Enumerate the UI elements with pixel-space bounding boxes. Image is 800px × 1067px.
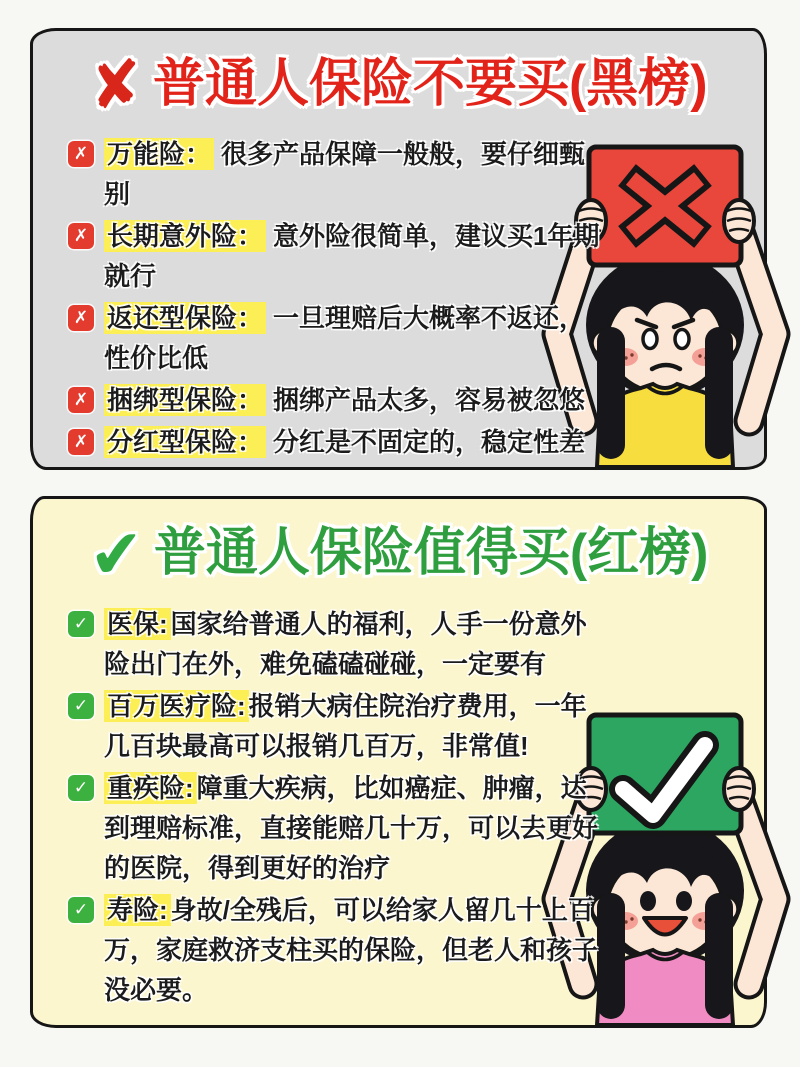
green-check-checkbox-icon: ✓	[68, 693, 94, 719]
item-text	[104, 686, 600, 766]
brush-check-mark-icon: ✔	[86, 515, 147, 593]
red-x-checkbox-icon: ✗	[68, 141, 94, 167]
redlist-item	[68, 890, 764, 1010]
green-check-checkbox-icon: ✓	[68, 611, 94, 637]
redlist-item	[68, 686, 764, 766]
redlist-item	[68, 604, 764, 684]
item-term-highlight: 寿险:	[104, 894, 171, 926]
item-description: 身故/全残后，可以给家人留几十上百万，家庭救济支柱买的保险，但老人和孩子没必要。	[104, 895, 599, 1005]
item-text	[104, 298, 600, 378]
item-description: 捆绑产品太多，容易被忽悠	[273, 385, 586, 415]
item-text	[104, 422, 600, 462]
blacklist-item	[68, 216, 764, 296]
item-text	[104, 134, 600, 214]
redlist-title-row	[33, 515, 764, 593]
blacklist-item	[68, 134, 764, 214]
item-description: 分红是不固定的，稳定性差	[273, 427, 586, 457]
redlist-panel	[30, 496, 767, 1028]
redlist-item	[68, 768, 764, 888]
blacklist-item	[68, 422, 764, 462]
blacklist-item	[68, 380, 764, 420]
item-description: 障重大疾病，比如癌症、肿瘤，达到理赔标准，直接能赔几十万，可以去更好的医院，得到更好的治疗	[104, 773, 599, 883]
blacklist-panel	[30, 28, 767, 470]
green-check-checkbox-icon: ✓	[68, 897, 94, 923]
blacklist-item	[68, 298, 764, 378]
item-text	[104, 604, 600, 684]
item-term-highlight: 捆绑型保险：	[104, 384, 266, 416]
red-x-checkbox-icon: ✗	[68, 387, 94, 413]
red-x-checkbox-icon: ✗	[68, 223, 94, 249]
item-term-highlight: 万能险：	[104, 138, 214, 170]
red-x-checkbox-icon: ✗	[68, 305, 94, 331]
item-term-highlight: 医保:	[104, 608, 171, 640]
red-x-checkbox-icon: ✗	[68, 429, 94, 455]
item-text	[104, 768, 600, 888]
item-description: 很多产品保障一般般，要仔细甄别	[104, 139, 586, 209]
item-text	[104, 216, 600, 296]
item-term-highlight: 重疾险:	[104, 772, 197, 804]
item-term-highlight: 百万医疗险:	[104, 690, 249, 722]
item-term-highlight: 长期意外险：	[104, 220, 266, 252]
item-description: 报销大病住院治疗费用，一年几百块最高可以报销几百万，非常值!	[104, 691, 587, 761]
item-description: 一旦理赔后大概率不返还，性价比低	[104, 303, 586, 373]
redlist-title: 普通人保险值得买(红榜)	[153, 524, 709, 583]
item-term-highlight: 分红型保险：	[104, 426, 266, 458]
item-text	[104, 380, 600, 420]
blacklist-items	[68, 134, 764, 462]
green-check-checkbox-icon: ✓	[68, 775, 94, 801]
item-description: 国家给普通人的福利，人手一份意外险出门在外，难免磕磕碰碰，一定要有	[104, 609, 587, 679]
brush-x-mark-icon: ✘	[85, 46, 147, 124]
item-description: 意外险很简单，建议买1年期就行	[104, 221, 600, 291]
redlist-items	[68, 604, 764, 1010]
blacklist-title: 普通人保险不要买(黑榜)	[152, 55, 708, 114]
item-text	[104, 890, 600, 1010]
blacklist-title-row	[33, 46, 764, 124]
item-term-highlight: 返还型保险：	[104, 302, 266, 334]
